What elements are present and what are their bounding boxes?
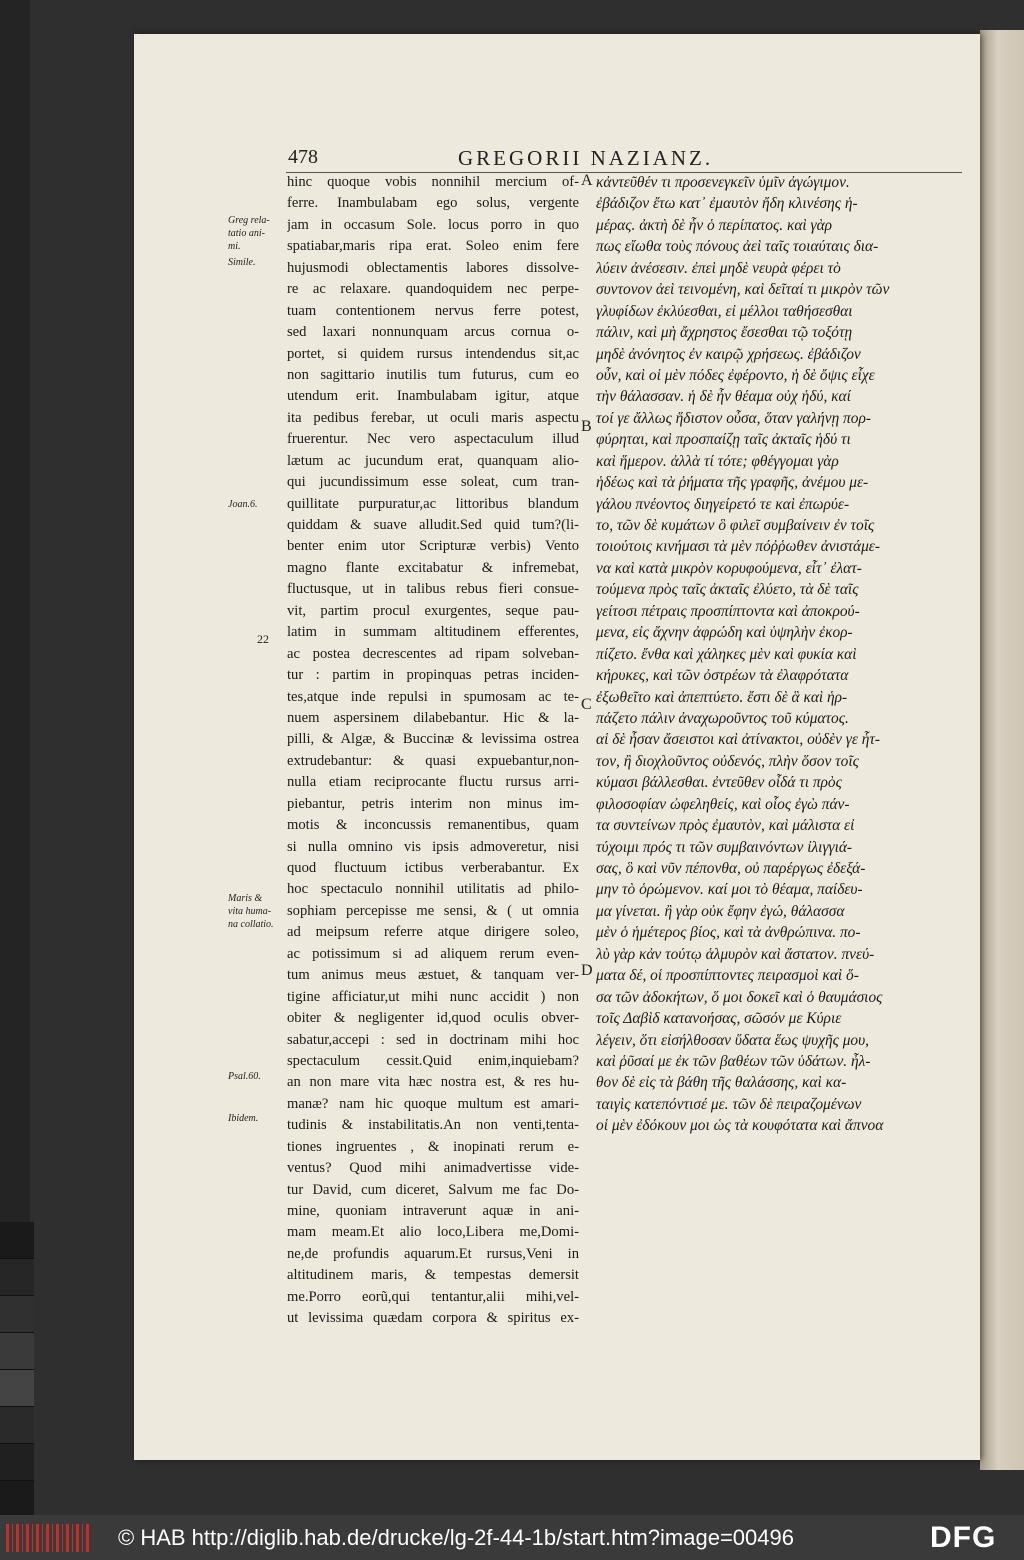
text-line: vit, partim procul exurgentes, seque pau-	[287, 602, 579, 619]
text-line: hoc spectaculo nonnihil utilitatis ad philo-	[287, 881, 579, 898]
margin-note: Maris & vita huma- na collatio.	[228, 893, 274, 930]
text-line: ταιγὶς κατεπόντισέ με. τῶν δὲ πειραζομένων	[596, 1095, 862, 1113]
text-line: tudinis & instabilitatis.An non venti,tenta-	[287, 1117, 579, 1134]
text-line: ferre. Inambulabam ego solus, vergente	[287, 195, 579, 212]
text-line: magno flante excitabatur & infremebat,	[287, 559, 579, 576]
text-line: hujusmodi oblectamentis labores dissolve-	[287, 259, 579, 276]
text-line: tigine afficiatur,ut mihi nunc accidit ) non	[287, 988, 579, 1005]
text-line: πάζετο πάλιν ἀναχωροῦντος τοῦ κύματος.	[596, 709, 849, 727]
text-line: ut levissima quædam corpora & spiritus ex-	[287, 1310, 579, 1327]
text-line: mine, quoniam intraverunt aquæ in ani-	[287, 1203, 579, 1219]
text-line: μέρας. ἀκτὴ δὲ ἦν ὁ περίπατος. καὶ γὰρ	[596, 216, 833, 234]
text-line: τοῖς Δαβὶδ κατανοήσας, σῶσόν με Κύριε	[596, 1010, 842, 1028]
text-line: tum animus meus æstuet, & tanquam ver-	[287, 967, 579, 984]
dfg-logo: DFG	[930, 1521, 997, 1554]
text-line: altitudinem maris, & tempestas demersit	[287, 1267, 579, 1284]
text-line: latim in summam altitudinem efferentes,	[287, 624, 579, 641]
text-line: utendum erit. Inambulabam igitur, atque	[287, 388, 579, 405]
text-line: mam meam.Et alio loco,Libera me,Domi-	[287, 1224, 579, 1241]
text-line: nulla etiam reciprocante fluctu rursus arri-	[287, 774, 579, 791]
text-line: ac postea decrescentes ad ripam solveban-	[287, 645, 579, 662]
text-line: θον δὲ εἰς τὰ βάθη τῆς θαλάσσης, καὶ κα-	[596, 1074, 847, 1092]
color-calibration-strip	[0, 1222, 34, 1514]
text-line: γλυφίδων ἐκλύεσθαι, εἰ μέλλοι ταθήσεσθαι	[596, 302, 853, 320]
hab-logo	[6, 1524, 92, 1552]
text-line: γάλου πνέοντος διηγείρετό τε καὶ ἐπωρύε-	[596, 495, 850, 513]
text-line: quod fluctuum ictibus verberabantur. Ex	[287, 860, 579, 876]
latin-text-column	[287, 172, 579, 1330]
text-line: πως εἴωθα τοὺς πόνους ἀεὶ ταῖς τοιαύταις δια-	[596, 238, 879, 256]
text-line: ventus? Quod mihi animadvertisse vide-	[287, 1160, 579, 1177]
text-line: ad meipsum referre atque dirigere soleo,	[287, 924, 579, 941]
text-line: ne,de profundis aquarum.Et rursus,Veni in	[287, 1245, 579, 1262]
text-line: γείτοσι πέτραις προσπίπτοντα καὶ ἀποκρού-	[596, 602, 860, 620]
text-line: ἐβάδιζον ἔτω κατ᾽ ἐμαυτὸν ἤδη κλινέσης ἡ-	[596, 195, 858, 213]
section-letter-b: B	[581, 418, 592, 435]
text-line: τοιούτοις κινήμασι τὰ μὲν πόῤῥωθεν ἀνιστάμε-	[596, 538, 880, 556]
text-line: extrudebantur: & quasi expuebantur,non-	[287, 752, 579, 769]
text-line: non sagittario inutilis tum futurus, cum eo	[287, 366, 579, 383]
footer-bar	[0, 1515, 1024, 1560]
text-line: καὶ ἥμερον. ἀλλὰ τί τότε; φθέγγομαι γὰρ	[596, 452, 839, 470]
text-line: τοί γε ἄλλως ἥδιστον οὖσα, ὅταν γαλήνῃ πορ-	[596, 409, 871, 427]
text-line: λύειν ἀνέσεσιν. ἐπεὶ μηδὲ νευρὰ φέρει τὸ	[596, 259, 841, 277]
text-line: obiter & negligenter id,quod oculis obver-	[287, 1010, 579, 1027]
text-line: κἀντεῦθέν τι προσενεγκεῖν ὑμῖν ἀγώγιμον.	[596, 174, 850, 191]
text-line: lætum ac jucundum erat, quanquam alio-	[287, 452, 579, 469]
text-line: λέγειν, ὅτι εἰσήλθοσαν ὕδατα ἕως ψυχῆς μου,	[596, 1031, 870, 1049]
text-line: motis & inconcussis remanentibus, quam	[287, 817, 579, 834]
text-line: τούμενα πρὸς ταῖς ἀκταῖς ἐλύετο, τὰ δὲ ταῖς	[596, 581, 859, 599]
text-line: quiddam & suave alludit.Sed quid tum?(li-	[287, 517, 579, 533]
text-line: hinc quoque vobis nonnihil mercium of-	[287, 174, 579, 190]
text-line: spectaculum cessit.Quid enim,inquiebam?	[287, 1052, 579, 1069]
text-line: ac potissimum si ad aliquem rerum even-	[287, 945, 579, 962]
text-line: καὶ ῥῦσαί με ἐκ τῶν βαθέων τῶν ὑδάτων. ἦλ-	[596, 1052, 871, 1070]
text-line: φύρηται, καὶ προσπαίζῃ ταῖς ἀκταῖς ἡδύ τι	[596, 431, 851, 449]
text-line: spatiabar,maris ripa erat. Soleo enim fere	[287, 238, 579, 255]
text-line: re ac relaxare. quandoquidem nec perpe-	[287, 281, 579, 298]
text-line: μενα, εἰς ἄχνην ἀφρώδη καὶ ὑψηλὴν ἐκορ-	[596, 624, 853, 642]
text-line: σα τῶν ἀδοκήτων, ὅ μοι δοκεῖ καὶ ὁ θαυμάσιος	[596, 988, 883, 1006]
copyright-link[interactable]: © HAB http://diglib.hab.de/drucke/lg-2f-44-1b/start.htm?image=00496	[118, 1525, 794, 1550]
text-line: piebantur, petris interim non minus im-	[287, 795, 579, 812]
text-line: pilli, & Algæ, & Buccinæ & levissima ostrea	[287, 731, 579, 748]
text-line: fruerentur. Nec vero aspectaculum illud	[287, 431, 579, 448]
text-line: τὴν θάλασσαν. ἡ δὲ ἦν θέαμα οὐχ ἡδύ, καί	[596, 388, 851, 406]
text-line: πίζετο. ἔνθα καὶ χάληκες μὲν καὶ φυκία καὶ	[596, 645, 857, 663]
page-header	[288, 146, 962, 172]
text-line: αἱ δὲ ἦσαν ἄσειστοι καὶ ἀτίνακτοι, οὐδὲν γε ἧτ-	[596, 731, 881, 749]
text-line: sabatur,accepi : sed in doctrinam mihi hoc	[287, 1031, 579, 1048]
text-line: κήρυκες, καὶ τῶν ὀστρέων τὰ ἐλαφρότατα	[596, 667, 849, 685]
text-line: ματα δέ, οἱ προσπίπτοντες πειρασμοὶ καὶ ὅ-	[596, 967, 859, 985]
footnote-number: 22	[257, 632, 269, 646]
text-line: fluctusque, ut in talibus rebus fieri consue-	[287, 581, 579, 598]
text-line: tur David, cum diceret, Salvum me fac Do-	[287, 1181, 579, 1198]
margin-note: Simile.	[228, 257, 256, 268]
text-line: tiones ingruentes , & inopinati rerum e-	[287, 1138, 579, 1155]
section-letter-c: C	[581, 696, 592, 713]
running-title: GREGORII NAZIANZ.	[458, 146, 714, 170]
next-page-edge	[980, 30, 1024, 1470]
text-line: το, τῶν δὲ κυμάτων ὃ φιλεῖ συμβαίνειν ἐν τοῖς	[596, 517, 875, 534]
section-letter-a: A	[581, 172, 593, 189]
text-line: μην τὸ ὁρώμενον. καί μοι τὸ θέαμα, παίδευ-	[596, 881, 863, 899]
margin-note: Psal.60.	[228, 1071, 261, 1082]
text-line: portet, si quidem rursus intendendus sit,ac	[287, 345, 579, 362]
text-line: κύμασι βάλλεσθαι. ἐντεῦθεν οἶδά τι πρὸς	[596, 774, 842, 792]
text-line: manæ? nam hic quoque multum est amari-	[287, 1095, 579, 1112]
text-line: συντονον ἀεὶ τεινομένη, καὶ δεῖταί τι μικρὸν τῶν	[596, 281, 890, 299]
text-line: an non mare vita hæc nostra est, & res hu-	[287, 1074, 579, 1091]
greek-text-column	[596, 172, 968, 1137]
text-line: jam in occasum Sole. locus porro in quo	[287, 216, 579, 233]
text-line: nuem aspersinem dilabebantur. Hic & la-	[287, 709, 579, 726]
text-line: tuam contentionem nervus ferre potest,	[287, 302, 579, 319]
text-line: si nulla omnino vis ipsis admoveretur, nisi	[287, 838, 579, 855]
text-line: λὺ γὰρ κἀν τούτῳ ἁλμυρὸν καὶ ἄστατον. πνεύ-	[596, 945, 875, 963]
text-line: σας, ὃ καὶ νῦν πέπονθα, οὐ παρέργως ἐδεξά-	[596, 860, 866, 877]
text-line: να καὶ κατὰ μικρὸν κορυφούμενα, εἶτ᾽ ἐλατ-	[596, 559, 862, 577]
text-line: ita pedibus ferebar, ut oculi maris aspectu	[287, 409, 579, 426]
margin-note: Ibidem.	[228, 1113, 259, 1124]
text-line: qui jucundissimum esse soleat, cum tran-	[287, 474, 579, 491]
text-line: οἱ μὲν ἐδόκουν μοι ὡς τὰ κουφότατα καὶ ἄπνοα	[596, 1117, 884, 1135]
text-line: μα γίνεται. ἢ γὰρ οὐκ ἔφην ἐγώ, θάλασσα	[596, 902, 845, 920]
text-line: ἐξωθεῖτο καὶ ἀπεπτύετο. ἔστι δὲ ἃ καὶ ἡρ-	[596, 688, 848, 706]
text-line: πάλιν, καὶ μὴ ἄχρηστος ἔσεσθαι τῷ τοξότῃ	[596, 324, 853, 342]
margin-note: Greg rela- tatio ani- mi.	[228, 215, 270, 252]
text-line: φιλοσοφίαν ὠφεληθείς, καὶ οἷος ἐγὼ πάν-	[596, 795, 850, 813]
text-line: sed laxari nonnunquam arcus cornua o-	[287, 324, 579, 341]
margin-note: Joan.6.	[228, 499, 258, 510]
text-line: μηδὲ ἀνόνητος ἐν καιρῷ χρήσεως. ἐβάδιζον	[596, 345, 861, 363]
text-line: benter enim utor Scripturæ verbis) Vento	[287, 538, 579, 555]
text-line: sophiam percepisse me sensi, & ( ut omnia	[287, 902, 579, 919]
text-line: τον, ἢ διοχλοῦντος οὐδενός, πλὴν ὅσον τοῖς	[596, 752, 859, 770]
text-line: τα συντείνων πρὸς ἐμαυτὸν, καὶ μάλιστα εἰ	[596, 817, 855, 835]
section-letter-d: D	[581, 962, 593, 979]
text-line: οὖν, καὶ οἱ μὲν πόδες ἐφέροντο, ἡ δὲ ὄψις εἶχε	[596, 366, 875, 384]
text-line: tur : partim in propinquas petras inciden-	[287, 667, 579, 684]
text-line: quillitate purpuratur,ac littoribus blandum	[287, 495, 579, 512]
text-line: τύχοιμι πρός τι τῶν συμβαινόντων ἰλιγγιά-	[596, 838, 853, 856]
page-number: 478	[288, 146, 318, 168]
text-line: ἡδέως καὶ τὰ ῥήματα τῆς γραφῆς, ἀνέμου με-	[596, 474, 869, 492]
text-line: μὲν ὁ ἡμέτερος βίος, καὶ τὰ ἀνθρώπινα. πο-	[596, 924, 861, 942]
text-line: tes,atque inde repulsi in spumosam ac te-	[287, 688, 579, 705]
text-line: me.Porro eorũ,qui tentantur,alii mihi,vel-	[287, 1288, 579, 1305]
